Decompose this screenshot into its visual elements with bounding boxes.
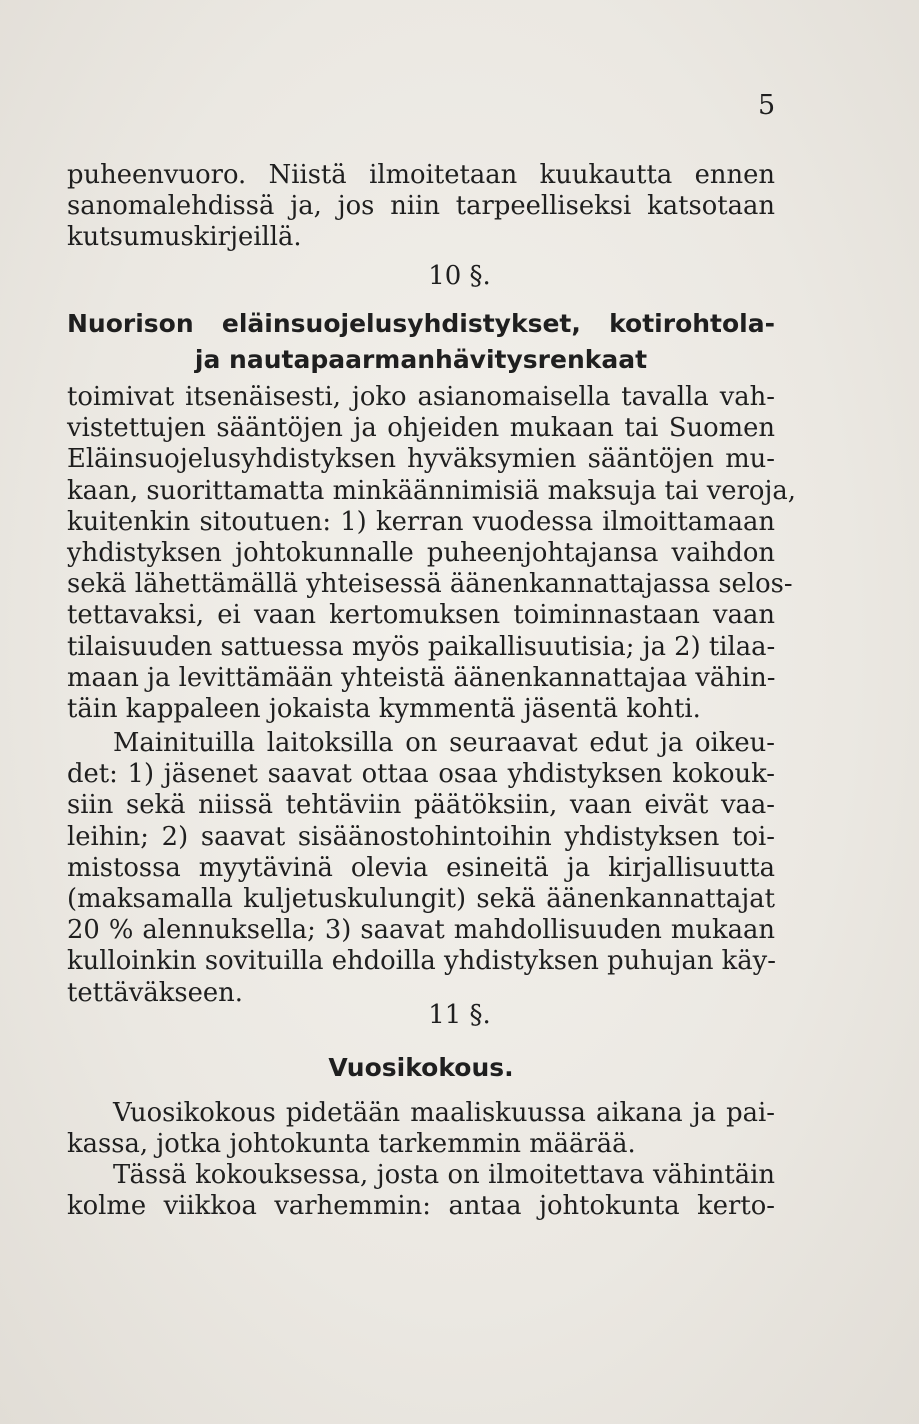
text-line: Tässä kokouksessa, josta on ilmoitettava vähintäin: [113, 1160, 775, 1190]
text-line: mistossa myytävinä olevia esineitä ja kirjallisuutta: [67, 852, 775, 883]
text-line: sekä lähettämällä yhteisessä äänenkannattajassa selos-: [67, 569, 793, 600]
section-10-paragraph-2: [67, 728, 775, 1009]
text-line: tettavaksi, ei vaan kertomuksen toiminnastaan vaan: [67, 600, 775, 631]
text-line: kolme viikkoa varhemmin: antaa johtokunta kerto-: [67, 1191, 775, 1222]
section-10-mark: 10 §.: [428, 261, 491, 291]
text-line: tilaisuuden sattuessa myös paikallisuutisia; ja 2) tilaa-: [67, 631, 776, 662]
section-10-paragraph-1: [67, 382, 797, 725]
text-line: vistettujen sääntöjen ja ohjeiden mukaan tai Suomen: [67, 413, 775, 444]
text-line: toimivat itsenäisesti, joko asianomaisella tavalla vah-: [67, 382, 775, 412]
section-11-paragraph-1: [67, 1098, 775, 1160]
text-line: leihin; 2) saavat sisäänostohintoihin yhdistyksen toi-: [67, 821, 775, 852]
section-11-heading: [67, 1050, 775, 1086]
text-line: yhdistyksen johtokunnalle puheenjohtajansa vaihdon: [67, 538, 775, 569]
text-line: Vuosikokous pidetään maaliskuussa aikana ja pai-: [113, 1098, 775, 1128]
text-line: kutsumuskirjeillä.: [67, 222, 302, 253]
text-line: kuitenkin sitoutuen: 1) kerran vuodessa ilmoittamaan: [67, 506, 775, 537]
text-line: maan ja levittämään yhteistä äänenkannattajaa vähin-: [67, 662, 776, 693]
section-10-heading: [67, 306, 775, 378]
text-line: kulloinkin sovituilla ehdoilla yhdistyksen puhujan käy-: [67, 946, 776, 977]
text-line: kassa, jotka johtokunta tarkemmin määrää.: [67, 1129, 636, 1160]
text-line: sanomalehdissä ja, jos niin tarpeelliseksi katsotaan: [67, 191, 775, 222]
page-number: 5: [758, 90, 776, 121]
section-11-mark: 11 §.: [428, 1000, 491, 1030]
text-line: täin kappaleen jokaista kymmentä jäsentä kohti.: [67, 694, 701, 725]
heading-line: Vuosikokous.: [328, 1053, 514, 1082]
text-line: puheenvuoro. Niistä ilmoitetaan kuukautta ennen: [67, 160, 775, 190]
text-line: tettäväkseen.: [67, 977, 243, 1008]
section-11-paragraph-2: [67, 1160, 775, 1222]
text-line: siin sekä niissä tehtäviin päätöksiin, vaan eivät vaa-: [67, 790, 775, 821]
continuation-paragraph: [67, 160, 775, 254]
heading-line: ja nautapaarmanhävitysrenkaat: [194, 345, 648, 374]
text-line: det: 1) jäsenet saavat ottaa osaa yhdistyksen kokouk-: [67, 759, 775, 790]
text-line: (maksamalla kuljetuskulungit) sekä äänenkannattajat: [67, 884, 775, 915]
text-line: 20 % alennuksella; 3) saavat mahdollisuuden mukaan: [67, 915, 775, 946]
heading-line: Nuorison eläinsuojelusyhdistykset, kotirohtola-: [67, 309, 775, 338]
text-line: Eläinsuojelusyhdistyksen hyväksymien sääntöjen mu-: [67, 444, 775, 475]
text-line: Mainituilla laitoksilla on seuraavat edut ja oikeu-: [113, 728, 775, 758]
text-line: kaan, suorittamatta minkäännimisiä maksuja tai veroja,: [67, 475, 797, 506]
